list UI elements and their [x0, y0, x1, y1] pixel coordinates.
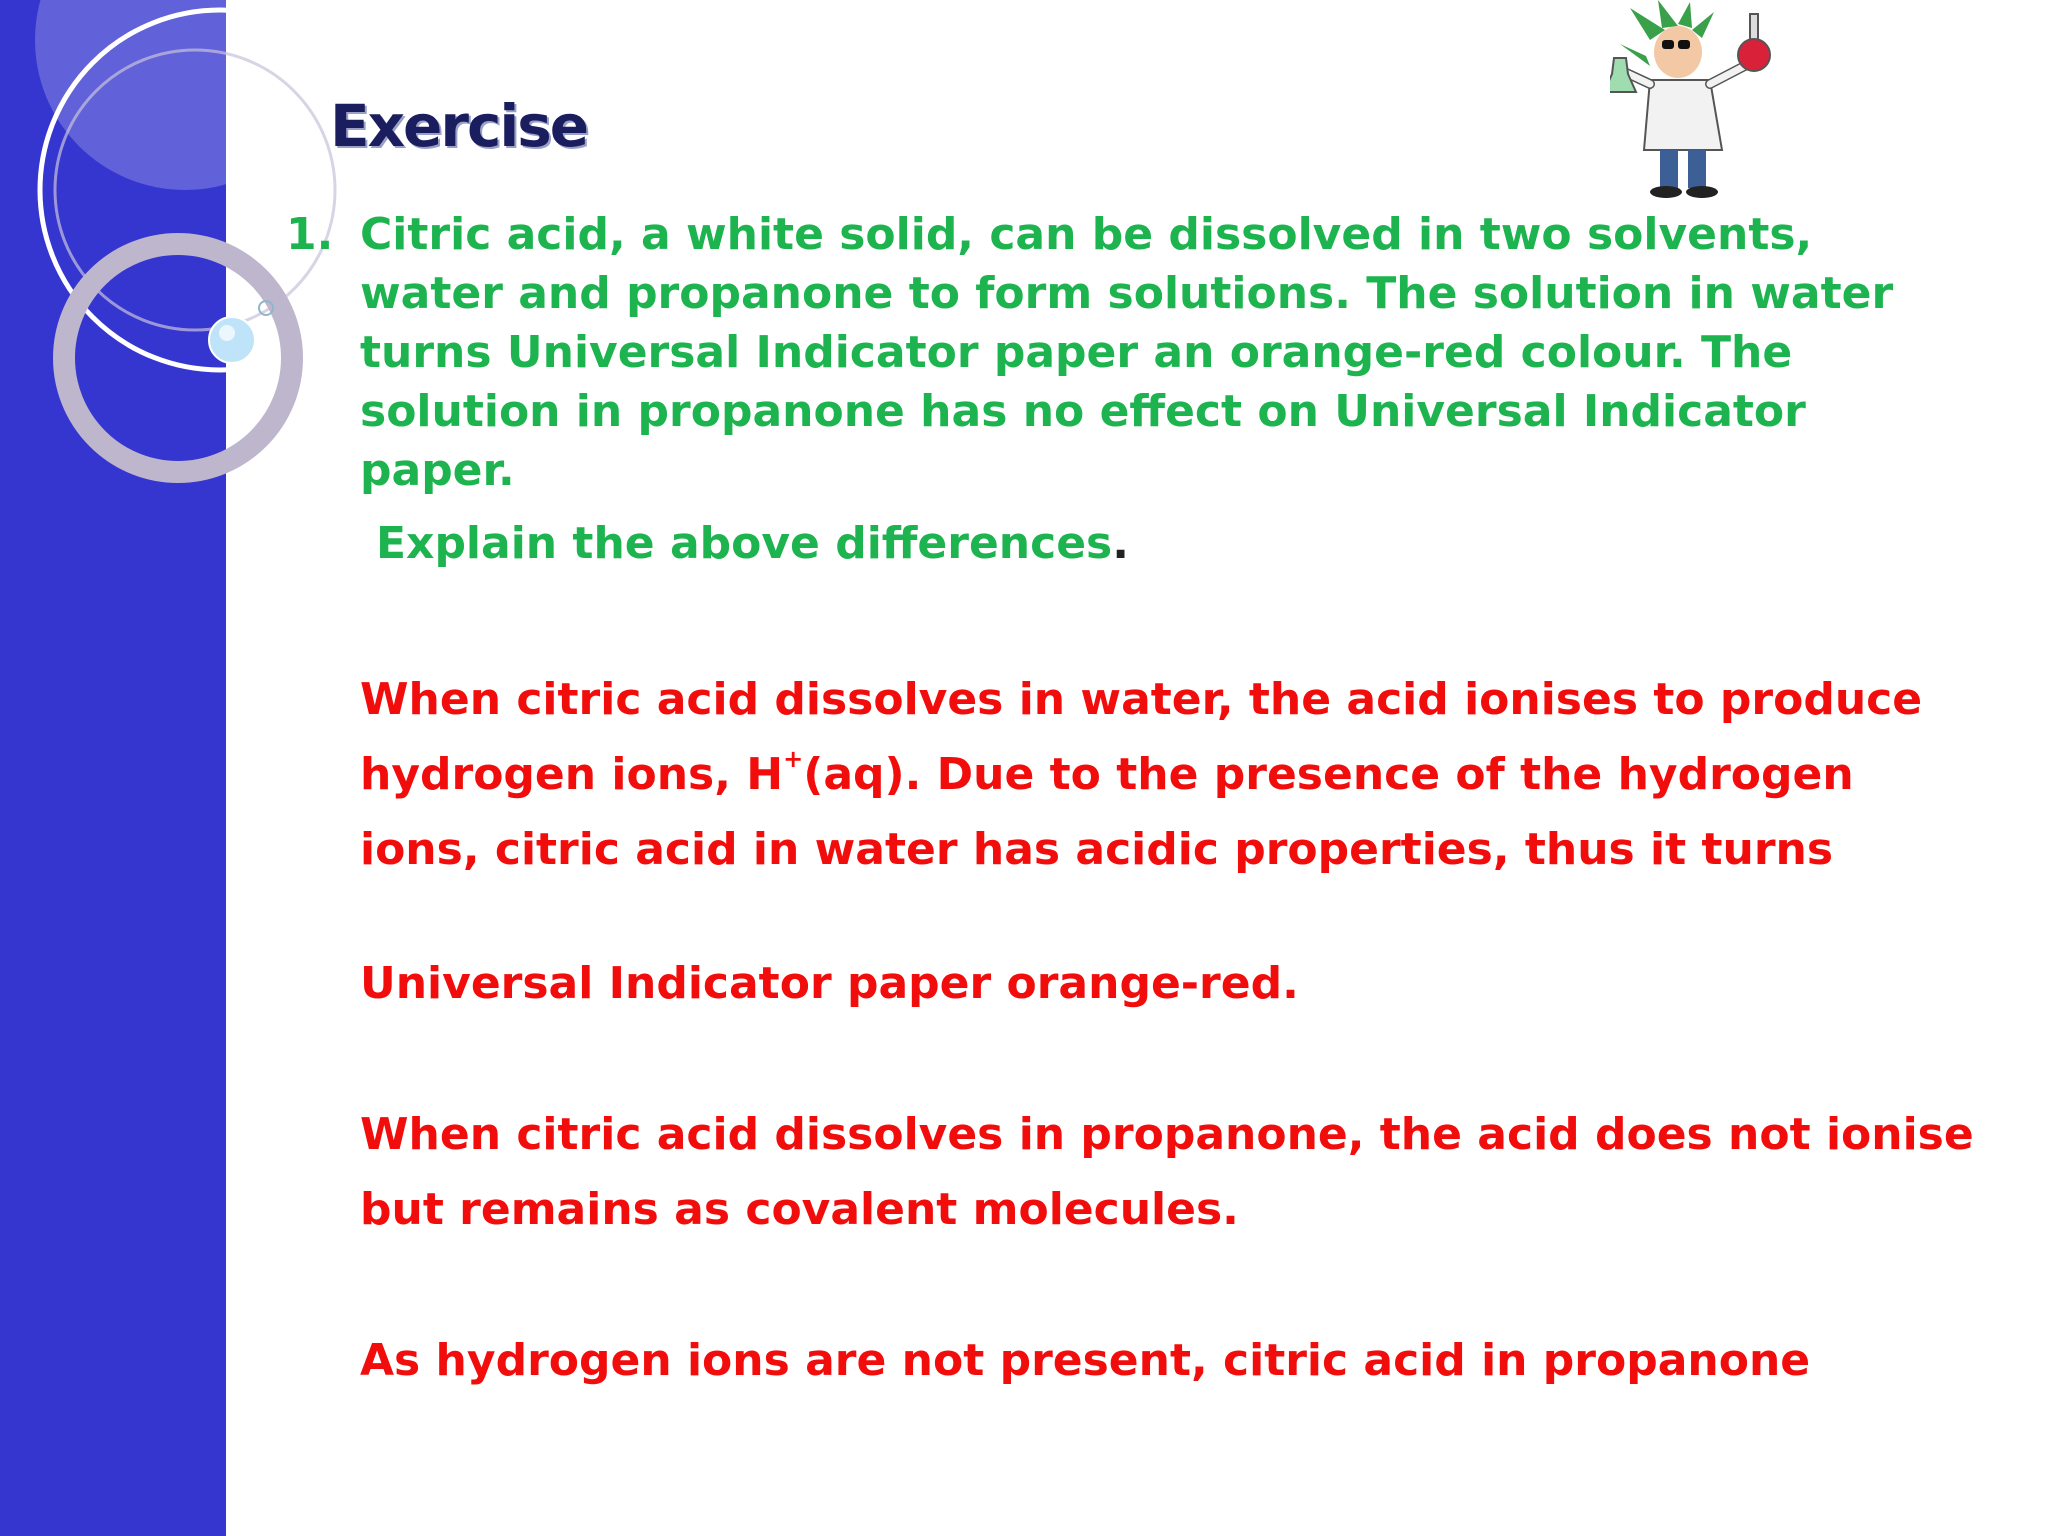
- answer-text: hydrogen ions, H: [360, 749, 784, 800]
- answer-text: (aq). Due to the presence of the hydrogen: [803, 749, 1854, 800]
- mad-scientist-clipart-icon: [1610, 0, 1810, 200]
- answer-line: ions, citric acid in water has acidic properties, thus it turns: [360, 824, 1834, 875]
- question-prompt-text: Explain the above differences: [376, 518, 1113, 569]
- question-text: Citric acid, a white solid, can be dissolved in two solvents, water and propanone to form solutions. The solution in water turns Universal Indicator paper an orange-red colour. The solution in propanone has no effect on Universal Indicator paper.: [360, 209, 1894, 496]
- answer-line: but remains as covalent molecules.: [360, 1184, 1239, 1235]
- answer-line: [360, 745, 2000, 804]
- question-number: 1.: [286, 209, 334, 260]
- question-block: [286, 205, 1906, 573]
- answer-block: [360, 670, 2000, 1390]
- answer-line: When citric acid dissolves in propanone, the acid does not ionise: [360, 1109, 1974, 1160]
- question-prompt: [376, 514, 1906, 573]
- superscript-plus: +: [783, 745, 804, 773]
- question-prompt-period: .: [1112, 518, 1129, 569]
- answer-line: Universal Indicator paper orange-red.: [360, 958, 1299, 1009]
- answer-line: As hydrogen ions are not present, citric acid in propanone: [360, 1335, 1811, 1386]
- slide-title: Exercise: [330, 92, 588, 160]
- answer-line: When citric acid dissolves in water, the acid ionises to produce: [360, 674, 1923, 725]
- circle-swirl-decoration: [0, 0, 300, 520]
